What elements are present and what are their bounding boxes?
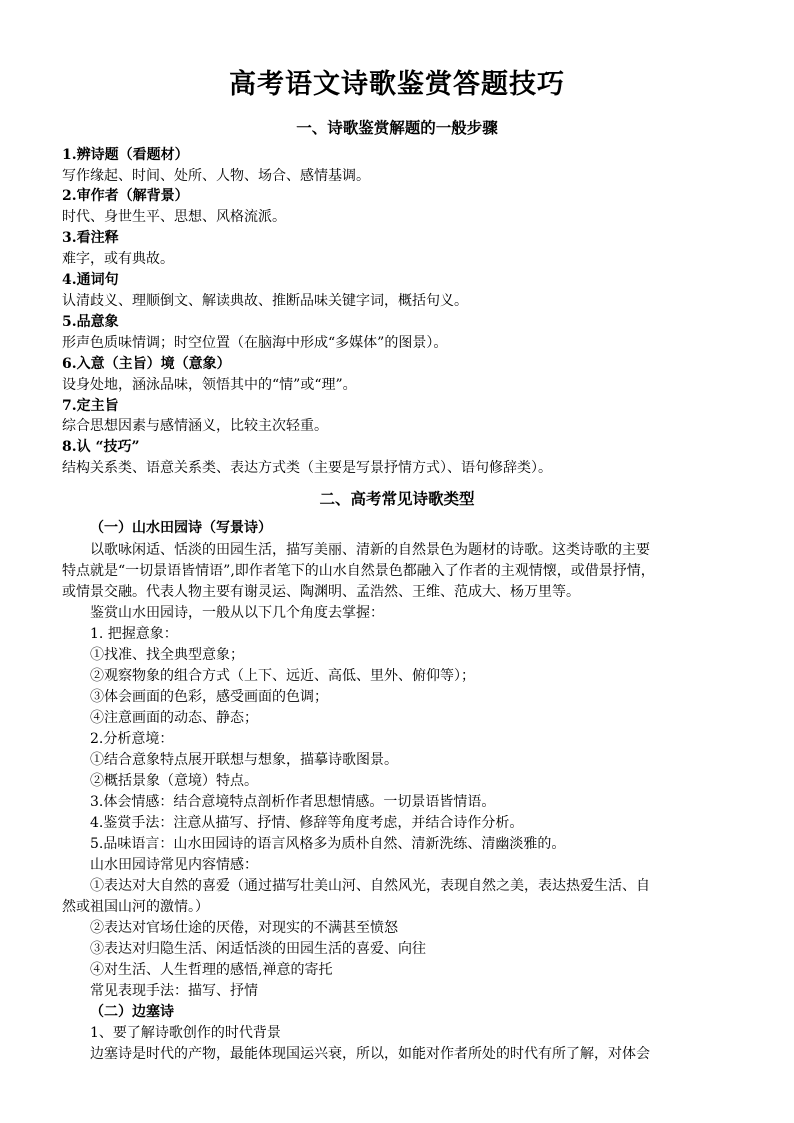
step-6-head: 6.入意（主旨）境（意象） bbox=[62, 356, 231, 372]
sub1-point: 5.品味语言：山水田园诗的语言风格多为质朴自然、清新洗练、清幽淡雅的。 bbox=[90, 836, 566, 852]
step-7-body: 综合思想因素与感情涵义，比较主次轻重。 bbox=[62, 418, 328, 434]
sub2-heading: （二）边塞诗 bbox=[90, 1004, 174, 1020]
step-1-head: 1.辨诗题（看题材） bbox=[62, 147, 189, 163]
emotion-item: ③表达对归隐生活、闲适恬淡的田园生活的喜爱、向往 bbox=[90, 941, 426, 957]
emotion-item: ④对生活、人生哲理的感悟,禅意的寄托 bbox=[90, 962, 333, 978]
sub1-intro-line-2: 特点就是“一切景语皆情语”,即作者笔下的山水自然景色都融入了作者的主观情懐，或借景抒情， bbox=[62, 563, 655, 579]
sub1-method-intro: 鉴赏山水田园诗，一般从以下几个角度去掌握： bbox=[90, 605, 384, 621]
sub1-point: ④注意画面的动态、静态； bbox=[90, 710, 258, 726]
emotion-item: 常见表现手法：描写、抒情 bbox=[90, 983, 258, 999]
section2-heading: 二、高考常见诗歌类型 bbox=[319, 489, 475, 508]
sub1-intro-line-3: 或情景交融。代表人物主要有谢灵运、陶渊明、孟浩然、王维、范成大、杨万里等。 bbox=[62, 584, 580, 600]
step-4-head: 4.通词句 bbox=[62, 272, 119, 288]
section1-heading: 一、诗歌鉴赏解题的一般步骤 bbox=[296, 118, 498, 137]
sub1-point: ①结合意象特点展开联想与想象，描摹诗歌图景。 bbox=[90, 752, 398, 768]
step-3-head: 3.看注释 bbox=[62, 230, 119, 246]
step-3-body: 难字，或有典故。 bbox=[62, 251, 174, 267]
step-4-body: 认清歧义、理顺倒文、解读典故、推断品味关键字词，概括句义。 bbox=[62, 293, 468, 309]
emotion-1-line-2: 然或祖国山河的激情。） bbox=[62, 899, 209, 915]
step-2-head: 2.审作者（解背景） bbox=[62, 188, 189, 204]
sub2-line-1: 1、要了解诗歌创作的时代背景 bbox=[90, 1025, 281, 1041]
sub1-heading: （一）山水田园诗（写景诗） bbox=[90, 520, 272, 536]
step-5-head: 5.品意象 bbox=[62, 314, 119, 330]
emotion-1-line-1: ①表达对大自然的喜爱（通过描写壮美山河、自然风光，表现自然之美，表达热爱生活、自 bbox=[90, 878, 650, 894]
sub1-point: 4.鉴赏手法：注意从描写、抒情、修辞等角度考虑，并结合诗作分析。 bbox=[90, 815, 524, 831]
sub1-point: ①找准、找全典型意象； bbox=[90, 647, 244, 663]
step-6-body: 设身处地，涵泳品味，领悟其中的“情”或“理”。 bbox=[62, 377, 357, 393]
sub2-line-2: 边塞诗是时代的产物，最能体现国运兴衰，所以，如能对作者所处的时代有所了解，对体会 bbox=[90, 1046, 650, 1062]
step-7-head: 7.定主旨 bbox=[62, 398, 119, 414]
sub1-point: 3.体会情感：结合意境特点剖析作者思想情感。一切景语皆情语。 bbox=[90, 794, 496, 810]
sub1-point: 山水田园诗常见内容情感： bbox=[90, 857, 258, 873]
sub1-point: 1. 把握意象： bbox=[90, 626, 178, 642]
step-8-head: 8.认 “技巧” bbox=[62, 439, 140, 455]
step-1-body: 写作缘起、时间、处所、人物、场合、感情基调。 bbox=[62, 168, 370, 184]
sub1-point: ②观察物象的组合方式（上下、远近、高低、里外、俯仰等）； bbox=[90, 668, 475, 684]
sub1-point: ③体会画面的色彩，感受画面的色调； bbox=[90, 689, 328, 705]
step-2-body: 时代、身世生平、思想、风格流派。 bbox=[62, 209, 286, 225]
step-5-body: 形声色质味情调；时空位置（在脑海中形成“多媒体”的图景）。 bbox=[62, 335, 448, 351]
step-8-body: 结构关系类、语意关系类、表达方式类（主要是写景抒情方式）、语句修辞类）。 bbox=[62, 460, 552, 476]
page-title: 高考语文诗歌鉴赏答题技巧 bbox=[229, 69, 565, 100]
sub1-intro-line-1: 以歌咏闲适、恬淡的田园生活，描写美丽、清新的自然景色为题材的诗歌。这类诗歌的主要 bbox=[90, 542, 650, 558]
sub1-point: 2.分析意境： bbox=[90, 731, 174, 747]
sub1-point: ②概括景象（意境）特点。 bbox=[90, 773, 258, 789]
emotion-item: ②表达对官场仕途的厌倦，对现实的不满甚至愤怒 bbox=[90, 920, 398, 936]
